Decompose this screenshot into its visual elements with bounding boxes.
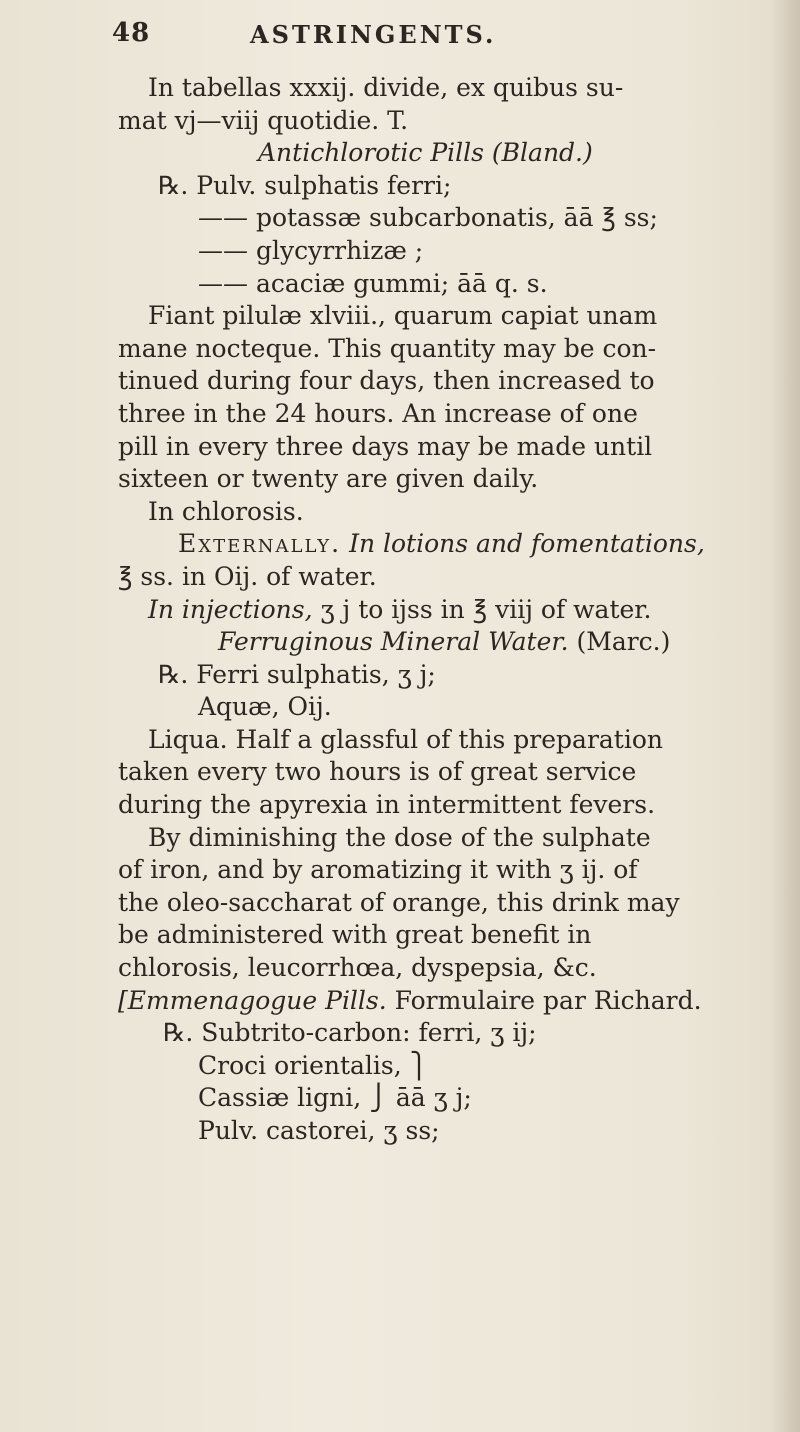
text-line: chlorosis, leucorrhœa, dyspepsia, &c. [118,953,597,983]
recipe-line: ℞. Pulv. sulphatis ferri; [158,170,452,200]
text-line: taken every two hours is of great service [118,757,637,787]
text-line: mane nocteque. This quantity may be con- [118,333,657,363]
running-head: ASTRINGENTS. [250,20,497,49]
text-line: ℥ ss. in Oij. of water. [118,561,377,591]
recipe-line: —— glycyrrhizæ ; [198,235,424,265]
section-heading [118,626,758,659]
text-line: pill in every three days may be made until [118,431,653,461]
externally-label: Externally. [178,529,342,559]
recipe-line: Pulv. castorei, ʒ ss; [198,1116,440,1145]
text-line: of iron, and by aromatizing it with ʒ ij. of [118,855,638,885]
text-line: In chlorosis. [148,496,304,526]
page-edge-shadow [770,0,800,1432]
text-line: In tabellas xxxij. divide, ex quibus su- [148,73,624,102]
text-line: three in the 24 hours. An increase of one [118,398,638,428]
recipe-line: Aquæ, Oij. [198,692,332,722]
recipe-line: —— acaciæ gummi; āā q. s. [198,268,548,298]
ferruginous-title: Ferruginous Mineral Water. [218,627,569,657]
section-heading: Antichlorotic Pills (Bland.) [258,138,593,168]
recipe-line: Croci orientalis, ⎫ [198,1050,429,1080]
text-line: tinued during four days, then increased to [118,366,655,396]
injections-phrase: In injections, [148,594,313,624]
page-number: 48 [112,18,151,48]
text-line [118,594,758,627]
recipe-line: Cassiæ ligni, ⎭ āā ʒ j; [198,1083,472,1113]
injections-dose: ʒ j to ijss in ℥ viij of water. [320,594,652,624]
recipe-line: ℞. Subtrito-carbon: ferri, ʒ ij; [163,1018,537,1048]
recipe-line: ℞. Ferri sulphatis, ʒ j; [158,659,436,689]
text-line: mat vj—viij quotidie. T. [118,105,409,135]
lotions-phrase: In lotions and fomentations, [349,529,705,559]
text-line [118,528,758,561]
recipe-line: —— potassæ subcarbonatis, āā ℥ ss; [198,203,658,233]
text-line: By diminishing the dose of the sulphate [148,822,651,852]
text-line: during the apyrexia in intermittent fevers. [118,790,656,820]
text-line: sixteen or twenty are given daily. [118,464,539,494]
text-line: be administered with great benefit in [118,920,592,950]
page-body [118,72,758,1148]
text-line: Liqua. Half a glassful of this preparation [148,724,663,754]
ferruginous-author: (Marc.) [576,627,671,657]
emmenagogue-title: [Emmenagogue Pills. [118,985,387,1015]
text-line: Fiant pilulæ xlviii., quarum capiat unam [148,301,658,331]
text-line: the oleo-saccharat of orange, this drink may [118,887,680,917]
emmenagogue-source: Formulaire par Richard. [394,985,702,1015]
section-heading [118,985,758,1018]
page-header [0,18,800,58]
